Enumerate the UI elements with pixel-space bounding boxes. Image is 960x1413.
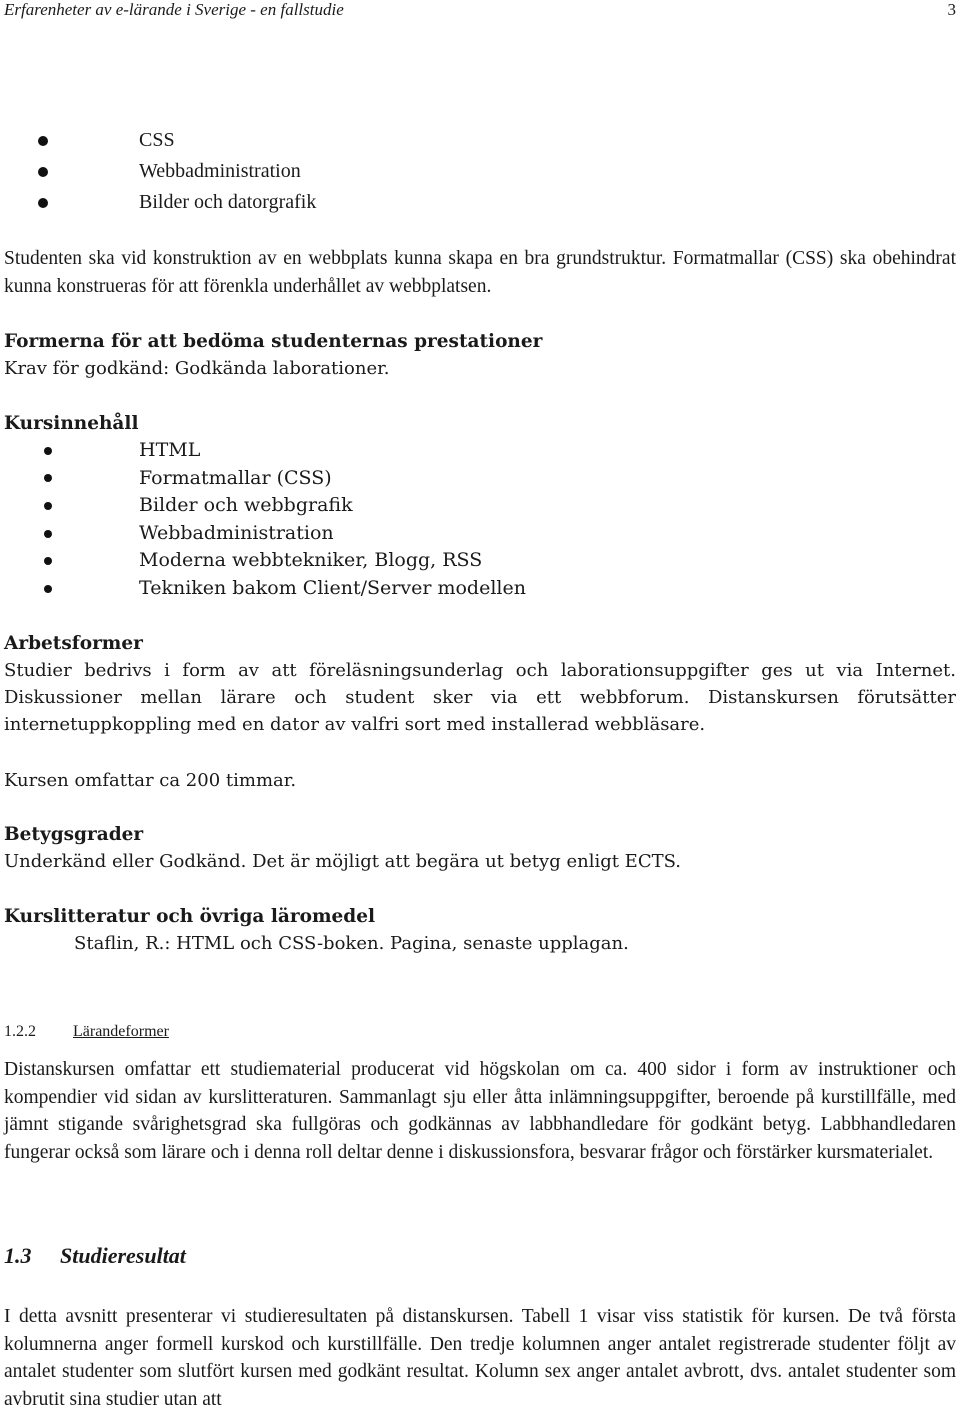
bullet-icon bbox=[44, 585, 52, 593]
work-forms-line: Studier bedrivs i form av att föreläsningsunderlag och laborationsuppgifter ges ut via Internet. bbox=[4, 660, 956, 681]
bullet-icon bbox=[44, 557, 52, 565]
bullet-icon bbox=[44, 530, 52, 538]
running-title: Erfarenheter av e-lärande i Sverige - en fallstudie bbox=[4, 0, 344, 19]
list-item: Webbadministration bbox=[0, 520, 952, 548]
list-item: HTML bbox=[0, 437, 952, 465]
literature-section bbox=[4, 903, 956, 957]
paragraph-results: I detta avsnitt presenterar vi studieresultaten på distanskursen. Tabell 1 visar viss statistik för kursen. De två första kolumnerna anger formell kurskod och kurstillfälle. Den tredje kolumnen anger antalet registrerade studenter följt av antalet studenter som slutfört kursen med godkänt resultat. Kolumn sex anger antalet avbrott, dvs. antalet studenter som avbrutit sina studier utan att bbox=[4, 1306, 956, 1410]
list-item: Formatmallar (CSS) bbox=[0, 465, 952, 493]
bullet-icon bbox=[44, 474, 52, 482]
work-forms-line: internetuppkoppling med en dator av valfri sort med installerad webbläsare. bbox=[4, 714, 706, 735]
paragraph-learning-forms: Distanskursen omfattar ett studiematerial producerat vid högskolan om ca. 400 sidor i form av instruktioner och kompendier vid sidan av kurslitteraturen. Sammanlagt sju eller åtta inlämningsuppgifter, beroende på kurstillfälle, med jämnt stigande svårighetsgrad ska fullgöras och godkännas av labbhandledare för godkänt betyg. Labbhandledaren fungerar också som lärare och i denna roll deltar denne i diskussionsfora, besvarar frågor och förstärker kursmaterialet. bbox=[4, 1059, 956, 1163]
bullet-icon bbox=[38, 167, 48, 177]
section-heading: Formerna för att bedöma studenternas prestationer bbox=[4, 331, 543, 352]
section-heading: Arbetsformer bbox=[4, 633, 143, 654]
assessment-section bbox=[4, 328, 956, 382]
section-title: Studieresultat bbox=[60, 1243, 186, 1268]
section-heading: Betygsgrader bbox=[4, 824, 144, 845]
bullet-list-course-content bbox=[0, 437, 952, 603]
page-header bbox=[4, 0, 956, 20]
paragraph-structure: Studenten ska vid konstruktion av en webbplats kunna skapa en bra grundstruktur. Formatmallar (CSS) ska obehindrat kunna konstrueras för att förenkla underhållet av webbplatsen. bbox=[4, 248, 956, 297]
subsection-title: Lärandeformer bbox=[73, 1023, 169, 1040]
course-hours: Kursen omfattar ca 200 timmar. bbox=[4, 770, 297, 791]
bullet-icon bbox=[44, 447, 52, 455]
work-forms-line: Diskussioner mellan lärare och student sker via ett webbforum. Distanskursen förutsätter bbox=[4, 687, 956, 708]
bullet-list-topics bbox=[0, 125, 952, 218]
list-item: Bilder och webbgrafik bbox=[0, 492, 952, 520]
section-number: 1.3 bbox=[4, 1243, 32, 1268]
list-item: CSS bbox=[0, 125, 952, 156]
subsection-number: 1.2.2 bbox=[4, 1023, 36, 1040]
section-heading: Kurslitteratur och övriga läromedel bbox=[4, 906, 376, 927]
grades-text: Underkänd eller Godkänd. Det är möjligt att begära ut betyg enligt ECTS. bbox=[4, 851, 682, 872]
bullet-icon bbox=[44, 502, 52, 510]
section-heading-results bbox=[4, 1241, 186, 1271]
grades-section bbox=[4, 821, 956, 875]
literature-text: Staflin, R.: HTML och CSS-boken. Pagina, senaste upplagan. bbox=[74, 933, 629, 954]
course-content-heading: Kursinnehåll bbox=[4, 413, 139, 434]
page-number: 3 bbox=[947, 0, 956, 19]
bullet-icon bbox=[38, 136, 48, 146]
work-forms-section bbox=[4, 630, 956, 738]
list-item: Moderna webbtekniker, Blogg, RSS bbox=[0, 547, 952, 575]
list-item: Bilder och datorgrafik bbox=[0, 187, 952, 218]
list-item: Webbadministration bbox=[0, 156, 952, 187]
assessment-text: Krav för godkänd: Godkända laborationer. bbox=[4, 358, 390, 379]
bullet-icon bbox=[38, 198, 48, 208]
list-item: Tekniken bakom Client/Server modellen bbox=[0, 575, 952, 603]
